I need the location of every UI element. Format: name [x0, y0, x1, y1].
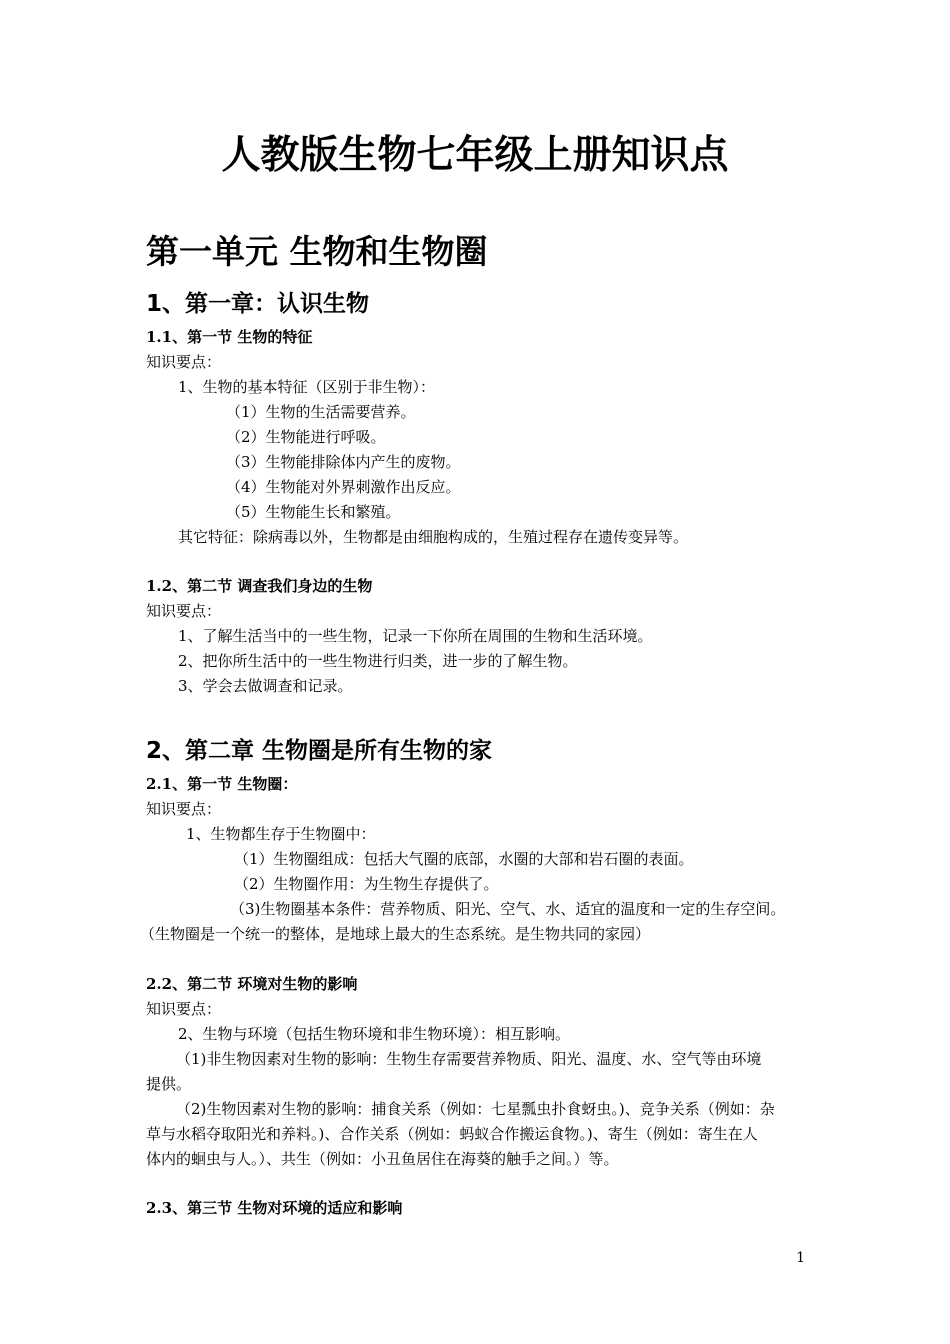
section-heading: 1.2、第二节 调查我们身边的生物 [146, 577, 373, 595]
paragraph-text: （2)生物因素对生物的影响：捕食关系（例如：七星瓢虫扑食蚜虫。)、竞争关系（例如：杂 [176, 1100, 775, 1118]
paragraph-text: 其它特征：除病毒以外，生物都是由细胞构成的，生殖过程存在遗传变异等。 [178, 528, 689, 546]
paragraph-text: （生物圈是一个统一的整体，是地球上最大的生态系统。是生物共同的家园） [140, 925, 651, 943]
point-text: 1、了解生活当中的一些生物，记录一下你所在周围的生物和生活环境。 [178, 627, 653, 645]
page-number: 1 [796, 1250, 805, 1266]
paragraph-text: 提供。 [146, 1075, 192, 1093]
list-item: （3)生物圈基本条件：营养物质、阳光、空气、水、适宜的温度和一定的生存空间。 [230, 900, 786, 918]
list-item: （2）生物圈作用：为生物生存提供了。 [234, 875, 499, 893]
section-heading: 2.1、第一节 生物圈： [146, 775, 298, 793]
point-text: 2、把你所生活中的一些生物进行归类，进一步的了解生物。 [178, 652, 578, 670]
label-text: 知识要点： [146, 353, 222, 371]
point-text: 3、学会去做调查和记录。 [178, 677, 353, 695]
chapter-heading: 1、第一章：认识生物 [146, 291, 370, 317]
list-item: （2）生物能进行呼吸。 [226, 428, 386, 446]
section-heading: 2.3、第三节 生物对环境的适应和影响 [146, 1199, 403, 1217]
point-text: 2、生物与环境（包括生物环境和非生物环境）：相互影响。 [178, 1025, 571, 1043]
list-item: （1）生物的生活需要营养。 [226, 403, 416, 421]
list-item: （1）生物圈组成：包括大气圈的底部，水圈的大部和岩石圈的表面。 [234, 850, 694, 868]
point-text: 1、生物的基本特征（区别于非生物）： [178, 378, 436, 396]
unit-heading: 第一单元 生物和生物圈 [146, 232, 488, 271]
chapter-heading: 2、第二章 生物圈是所有生物的家 [146, 738, 493, 764]
paragraph-text: 体内的蛔虫与人。）、共生（例如：小丑鱼居住在海葵的触手之间。）等。 [146, 1150, 619, 1168]
document-title: 人教版生物七年级上册知识点 [221, 133, 729, 178]
list-item: （3）生物能排除体内产生的废物。 [226, 453, 461, 471]
label-text: 知识要点： [146, 1000, 222, 1018]
paragraph-text: （1)非生物因素对生物的影响：生物生存需要营养物质、阳光、温度、水、空气等由环境 [176, 1050, 762, 1068]
section-heading: 1.1、第一节 生物的特征 [146, 328, 313, 346]
label-text: 知识要点： [146, 800, 222, 818]
label-text: 知识要点： [146, 602, 222, 620]
section-heading: 2.2、第二节 环境对生物的影响 [146, 975, 358, 993]
paragraph-text: 草与水稻夺取阳光和养料。)、合作关系（例如：蚂蚁合作搬运食物。)、寄生（例如：寄生在人 [146, 1125, 758, 1143]
list-item: （4）生物能对外界刺激作出反应。 [226, 478, 461, 496]
list-item: （5）生物能生长和繁殖。 [226, 503, 401, 521]
point-text: 1、生物都生存于生物圈中： [186, 825, 376, 843]
